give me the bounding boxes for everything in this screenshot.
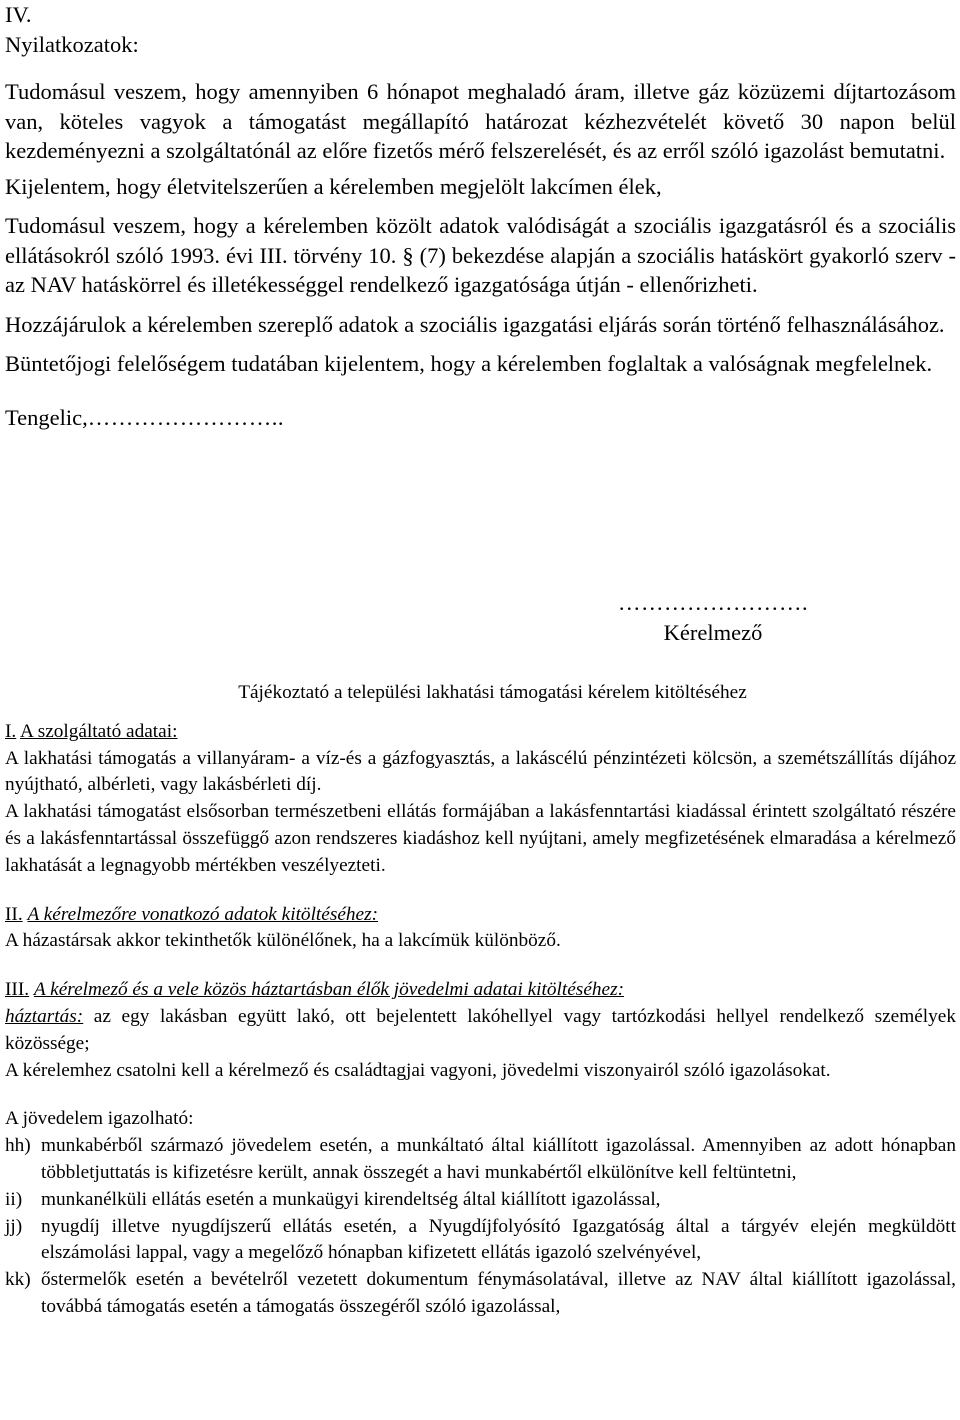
supplier-heading-num: I. xyxy=(5,720,17,742)
date-dots: …………………….. xyxy=(87,404,285,430)
statement-data-verification: Tudomásul veszem, hogy a kérelemben közölt adatok valódiságát a szociális igazgatásról és a szociális ellátásokról szóló 1993. évi III. törvény 10. § (7) bekezdése alapján a szociális hatáskört gyakorló szerv - az NAV hatáskörrel és illetékességgel rendelkező igazgatósága útján - ellenőrizheti. xyxy=(5,213,956,297)
applicant-heading xyxy=(5,902,956,929)
statements-section xyxy=(5,0,956,432)
household-definition-text: az egy lakásban együtt lakó, ott bejelentett lakóhellyel vagy tartózkodási hellyel rendelkező személyek közössége; xyxy=(5,1005,956,1054)
list-item xyxy=(5,1214,956,1268)
statements-heading: Nyilatkozatok: xyxy=(5,31,139,57)
list-item-text: munkabérből származó jövedelem esetén, a munkáltató által kiállított igazolással. Amennyiben az adott hónapban többletjuttatás is kifizetésre került, annak összegét a havi munkabértől elkülönítve kell feltüntetni, xyxy=(41,1135,956,1183)
supplier-paragraph-2: A lakhatási támogatást elsősorban természetbeni ellátás formájában a lakásfenntartási kiadással érintett szolgáltató részére és a lakásfenntartással összefüggő azon rendszeres kiadáshoz kell nyújtani, amely megfizetésének elmaradása a kérelmező lakhatását a legnagyobb mértékben veszélyezteti. xyxy=(5,801,956,876)
list-item xyxy=(5,1187,956,1214)
section-number: IV. xyxy=(5,2,32,27)
place-label: Tengelic, xyxy=(5,404,88,430)
applicant-paragraph: A házastársak akkor tekinthetők különélőnek, ha a lakcímük különböző. xyxy=(5,930,561,952)
info-section xyxy=(5,680,956,1321)
statement-prepaid-meter: Tudomásul veszem, hogy amennyiben 6 hónapot meghaladó áram, illetve gáz közüzemi díjtartozásom van, köteles vagyok a támogatást megállapító határozat kézhezvételét követő 30 napon belül kezdeményezni a szolgáltatónál az előre fizetős mérő felszerelését, és az erről szóló igazolást bemutatni. xyxy=(5,79,956,163)
household-paragraph-2: A kérelemhez csatolni kell a kérelmező és családtagjai vagyoni, jövedelmi viszonyairól szóló igazolásokat. xyxy=(5,1059,831,1081)
section-household xyxy=(5,977,956,1084)
household-term: háztartás: xyxy=(5,1005,84,1027)
signature-label: Kérelmező xyxy=(663,619,763,645)
proof-heading: A jövedelem igazolható: xyxy=(5,1108,194,1130)
statement-consent: Hozzájárulok a kérelemben szereplő adatok a szociális igazgatási eljárás során történő felhasználásához. xyxy=(5,311,945,337)
info-title: Tájékoztató a települési lakhatási támogatási kérelem kitöltéséhez xyxy=(238,682,747,703)
statement-residence: Kijelentem, hogy életvitelszerűen a kérelemben megjelölt lakcímen élek, xyxy=(5,173,662,199)
statement-liability: Büntetőjogi felelőségem tudatában kijelentem, hogy a kérelemben foglaltak a valóságnak megfelelnek. xyxy=(5,351,933,376)
list-item-text: munkanélküli ellátás esetén a munkaügyi kirendeltség által kiállított igazolással, xyxy=(41,1188,661,1210)
list-item-marker: ii) xyxy=(5,1188,23,1210)
household-heading xyxy=(5,977,956,1004)
supplier-heading-text: A szolgáltató adatai: xyxy=(20,720,178,742)
proof-list xyxy=(5,1133,956,1321)
list-item-marker: jj) xyxy=(5,1215,23,1237)
applicant-heading-num: II. xyxy=(5,903,23,925)
supplier-paragraph-1: A lakhatási támogatás a villanyáram- a víz-és a gázfogyasztás, a lakáscélú pénzintézeti kölcsön, a szemétszállítás díjához nyújtható, albérleti, vagy lakásbérleti díj. xyxy=(5,747,956,796)
supplier-heading xyxy=(5,719,956,746)
list-item-text: őstermelők esetén a bevételről vezetett dokumentum fénymásolatával, illetve az NAV által kiállított igazolással, továbbá támogatás esetén a támogatás összegéről szóló igazolással, xyxy=(41,1269,956,1317)
household-heading-text: A kérelmező és a vele közös háztartásban élők jövedelmi adatai kitöltéséhez: xyxy=(33,979,624,1001)
list-item-marker: hh) xyxy=(5,1135,31,1157)
applicant-heading-text: A kérelmezőre vonatkozó adatok kitöltéséhez: xyxy=(27,903,379,925)
signature-dots: ……………………. xyxy=(617,590,809,615)
section-applicant xyxy=(5,902,956,956)
section-supplier xyxy=(5,719,956,880)
place-date-line xyxy=(5,403,956,433)
signature-block xyxy=(548,588,878,647)
household-definition xyxy=(5,1004,956,1058)
list-item-text: nyugdíj illetve nyugdíjszerű ellátás esetén, a Nyugdíjfolyósító Igazgatóság által a tárgyév elején megküldött elszámolási lappal, vagy a megelőző hónapban kifizetett ellátás igazoló szelvényével, xyxy=(41,1215,956,1264)
list-item-marker: kk) xyxy=(5,1269,31,1291)
list-item xyxy=(5,1133,956,1187)
household-heading-num: III. xyxy=(5,979,30,1001)
list-item xyxy=(5,1267,956,1321)
